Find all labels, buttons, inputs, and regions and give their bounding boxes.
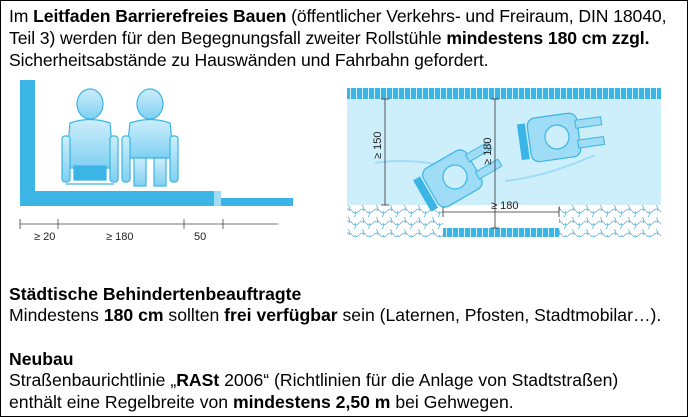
paving-left [347, 205, 443, 237]
section-heading-new: Neubau [9, 349, 74, 369]
paving-right [559, 205, 661, 237]
intro-paragraph: Im Leitfaden Barrierefreies Bauen (öffentlicher Verkehrs- und Freiraum, DIN 18040, Teil 3) werden für den Begegnungsfall zweiter Rollstühle mindestens 180 cm zzgl. Sicherheitsabstände zu Hauswänden und Fahrbahn gefordert. [9, 6, 667, 70]
dim-180-horizontal-label: ≥ 180 [491, 200, 519, 212]
curb-edge-bottom [443, 228, 559, 237]
road-shape [221, 198, 293, 206]
wheelchair-user-back-icon [62, 89, 118, 184]
dim-left-label: ≥ 20 [34, 231, 56, 243]
dim-150-label: ≥ 150 [372, 131, 384, 159]
dim-right-label: 50 [194, 231, 207, 243]
dim-180-vertical-label: ≥ 180 [482, 137, 494, 165]
ground-shape [20, 191, 214, 206]
dimension-line [20, 219, 278, 229]
curb-edge-top [347, 88, 661, 99]
curb-shape [214, 191, 221, 206]
wheelchair-user-front-icon [122, 89, 178, 186]
dim-mid-label: ≥ 180 [106, 231, 134, 243]
wall-shape [20, 80, 35, 206]
section-body-city: Mindestens 180 cm sollten frei verfügbar sein (Laternen, Pfosten, Stadtmobilar…). [9, 305, 662, 325]
wheelchair-passing-plan-figure [345, 85, 665, 240]
walkway-area [347, 99, 661, 205]
section-heading-city: Städtische Behindertenbeauftragte [9, 284, 302, 304]
wheelchair-cross-section-figure [18, 80, 298, 250]
section-body-new: Straßenbaurichtlinie „RASt 2006“ (Richtlinien für die Anlage von Stadtstraßen) enthält eine Regelbreite von mindestens 2,50 m bei Gehwegen. [9, 370, 619, 412]
